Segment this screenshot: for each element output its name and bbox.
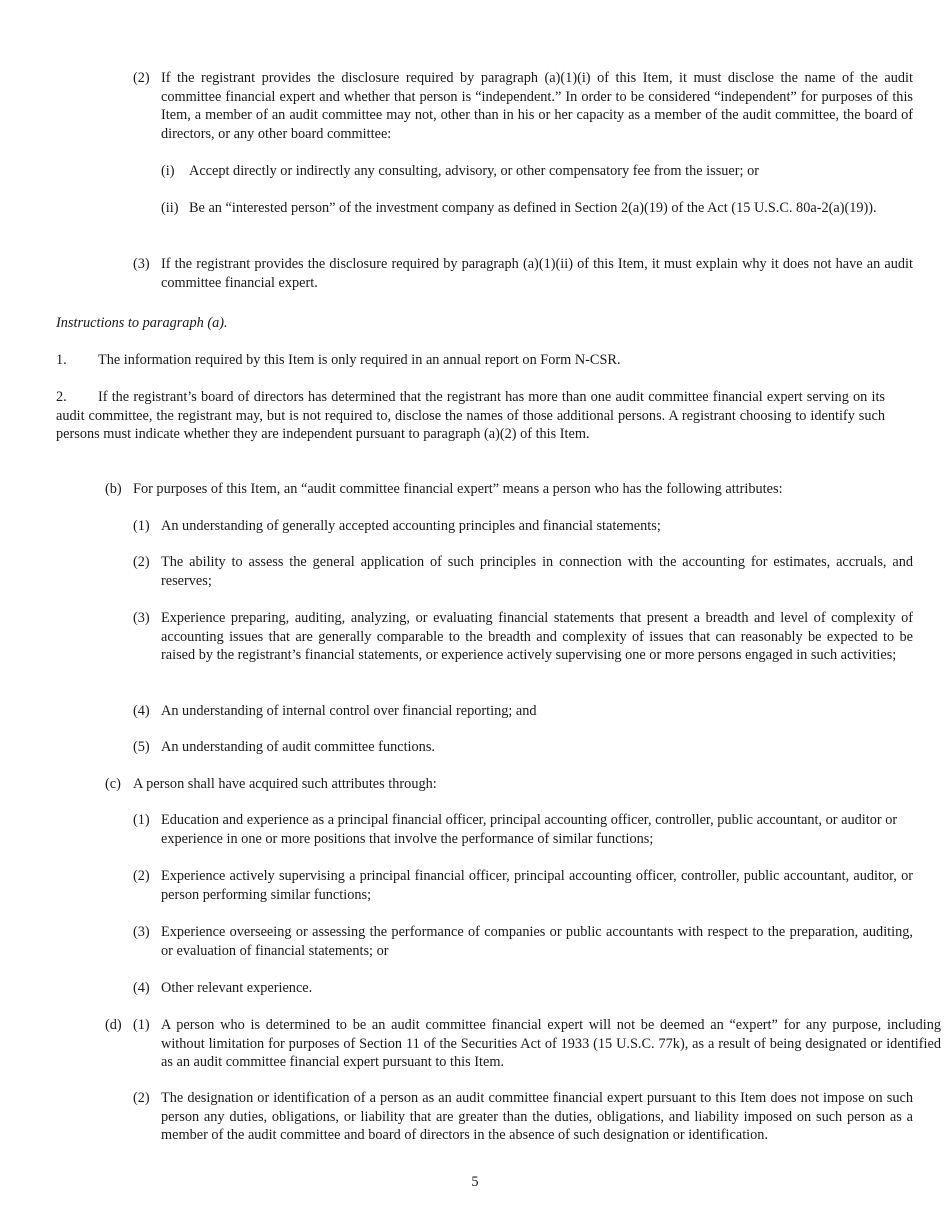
paragraph-text: Experience actively supervising a principal financial officer, principal accounting officer, controller, public accountant, auditor, or person performing similar functions;	[161, 868, 913, 903]
paragraph-text: Experience preparing, auditing, analyzing, or evaluating financial statements that present a breadth and level of complexity of accounting issues that are generally comparable to the breadth and complexity of issues that can reasonably be expected to be raised by the registrant’s financial statements, or experience actively supervising one or more persons engaged in such activities;	[161, 610, 913, 664]
label: (2)	[133, 70, 150, 86]
label: (4)	[133, 703, 150, 719]
label: (i)	[161, 163, 175, 179]
paragraph-b2	[133, 553, 913, 590]
instructions-heading: Instructions to paragraph (a).	[56, 315, 228, 331]
paragraph-c3	[133, 923, 913, 960]
label: (c)	[105, 776, 121, 792]
paragraph-text: The designation or identification of a person as an audit committee financial expert pursuant to this Item does not impose on such person any duties, obligations, or liability that are greater than the duties, obligations, and liability imposed on such person as a member of the audit committee and board of directors in the absence of such designation or identification.	[161, 1090, 913, 1144]
label: 2.	[56, 389, 67, 405]
paragraph-text: If the registrant’s board of directors has determined that the registrant has more than one audit committee financial expert serving on its audit committee, the registrant may, but is not required to, disclose the names of those additional persons. A registrant choosing to identify such persons must indicate whether they are independent pursuant to paragraph (a)(2) of this Item.	[56, 389, 885, 443]
paragraph-text: The information required by this Item is only required in an annual report on Form N-CSR.	[98, 352, 621, 368]
paragraph-b3	[133, 609, 913, 665]
instruction-1	[56, 351, 885, 370]
paragraph-a2	[133, 69, 913, 143]
paragraph-d	[105, 1016, 941, 1072]
label: (3)	[133, 256, 150, 272]
instruction-2	[56, 388, 885, 444]
label: (4)	[133, 980, 150, 996]
paragraph-c4	[133, 979, 913, 998]
paragraph-a3	[133, 255, 913, 292]
paragraph-text: Be an “interested person” of the investment company as defined in Section 2(a)(19) of the Act (15 U.S.C. 80a-2(a)(19)).	[189, 200, 877, 216]
label: (2)	[133, 868, 150, 884]
label: (5)	[133, 739, 150, 755]
paragraph-text: If the registrant provides the disclosure required by paragraph (a)(1)(i) of this Item, it must disclose the name of the audit committee financial expert and whether that person is “independent.” In order to be considered “independent” for purposes of this Item, a member of an audit committee may not, other than in his or her capacity as a member of the audit committee, the board of directors, or any other board committee:	[161, 70, 913, 142]
label: (1)	[133, 1017, 150, 1033]
page-number: 5	[471, 1174, 479, 1190]
paragraph-text: Other relevant experience.	[161, 980, 313, 996]
label: (3)	[133, 924, 150, 940]
label: (2)	[133, 554, 150, 570]
paragraph-b	[105, 480, 913, 499]
paragraph-b1	[133, 517, 913, 536]
paragraph-text: For purposes of this Item, an “audit committee financial expert” means a person who has the following attributes:	[133, 481, 783, 497]
paragraph-text: A person shall have acquired such attributes through:	[133, 776, 437, 792]
label: (d)	[105, 1017, 122, 1033]
label: (ii)	[161, 200, 179, 216]
paragraph-a2-ii	[161, 199, 913, 218]
paragraph-text: Experience overseeing or assessing the performance of companies or public accountants with respect to the preparation, auditing, or evaluation of financial statements; or	[161, 924, 913, 959]
label: 1.	[56, 352, 67, 368]
paragraph-a2-i	[161, 162, 913, 181]
paragraph-text: A person who is determined to be an audit committee financial expert will not be deemed an “expert” for any purpose, including without limitation for purposes of Section 11 of the Securities Act of 1933 (15 U.S.C. 77k), as a result of being designated or identified as an audit committee financial expert pursuant to this Item.	[161, 1017, 941, 1071]
paragraph-b5	[133, 738, 913, 757]
label: (2)	[133, 1090, 150, 1106]
paragraph-c	[105, 775, 913, 794]
paragraph-text: If the registrant provides the disclosure required by paragraph (a)(1)(ii) of this Item, it must explain why it does not have an audit committee financial expert.	[161, 256, 913, 291]
label: (b)	[105, 481, 122, 497]
paragraph-text: Accept directly or indirectly any consulting, advisory, or other compensatory fee from the issuer; or	[189, 163, 759, 179]
paragraph-text: An understanding of internal control over financial reporting; and	[161, 703, 537, 719]
paragraph-text: An understanding of generally accepted accounting principles and financial statements;	[161, 518, 661, 534]
label: (1)	[133, 812, 150, 828]
paragraph-c1	[133, 811, 913, 848]
paragraph-text: An understanding of audit committee functions.	[161, 739, 435, 755]
paragraph-text: The ability to assess the general application of such principles in connection with the accounting for estimates, accruals, and reserves;	[161, 554, 913, 589]
label: (1)	[133, 518, 150, 534]
paragraph-c2	[133, 867, 913, 904]
label: (3)	[133, 610, 150, 626]
paragraph-b4	[133, 702, 913, 721]
paragraph-d2	[133, 1089, 913, 1145]
paragraph-text: Education and experience as a principal financial officer, principal accounting officer, controller, public accountant, or auditor or experience in one or more positions that involve the performance of similar functions;	[161, 812, 898, 847]
